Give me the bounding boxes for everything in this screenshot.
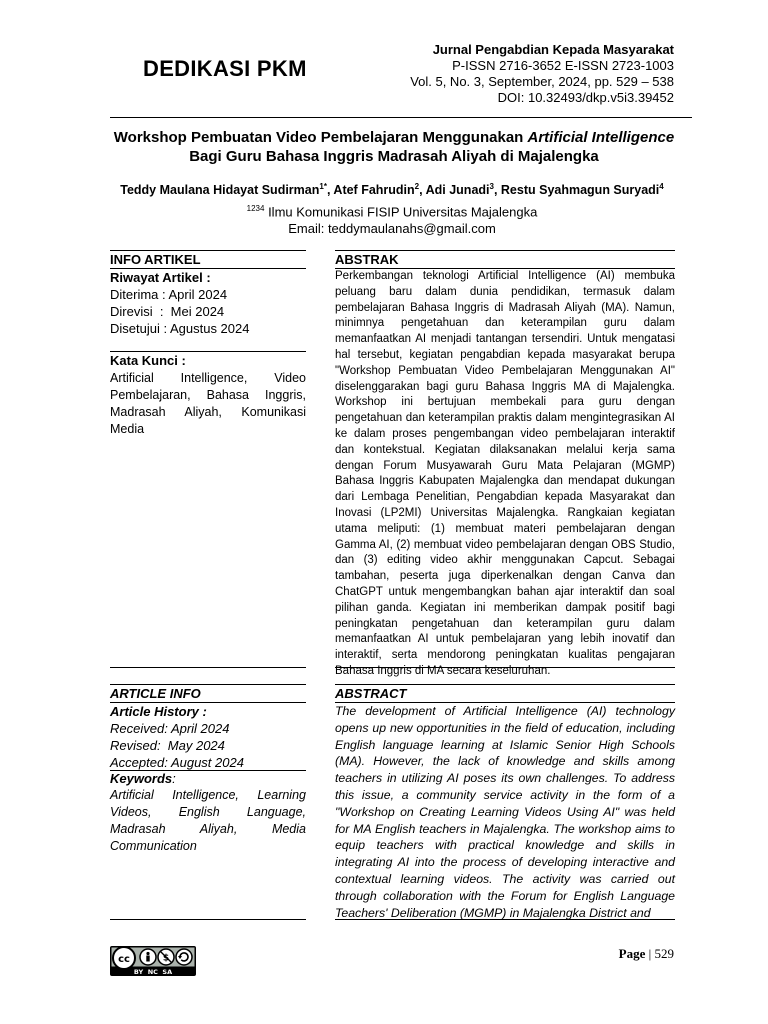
page-number-label [619,946,674,962]
accepted-date: Accepted: August 2024 [110,755,244,770]
affiliation-sup: 1234 [246,204,265,213]
kata-kunci-text: Artificial Intelligence, Video Pembelajaran, Bahasa Inggris, Madrasah Aliyah, Komunikasi Media [110,371,306,436]
cc-text: cc [118,954,130,965]
author-2-sup: 2 [414,182,420,191]
svg-text:$: $ [162,953,170,964]
info-artikel-heading: INFO ARTIKEL [110,252,306,269]
abstrak-heading: ABSTRAK [335,252,675,269]
abstract-bottom-rule [335,919,675,920]
keywords-label-line [110,771,306,787]
received-date: Received: April 2024 [110,721,230,736]
abstract-heading: ABSTRACT [335,686,675,703]
page-word: Page [618,946,646,961]
cc-terms: BY NC SA [133,968,173,976]
keywords-label: Keywords [110,771,173,786]
journal-name: Jurnal Pengabdian Kepada Masyarakat [432,42,674,57]
info-artikel-section [110,252,306,337]
info-artikel-bottom-rule [110,667,306,668]
journal-info [410,42,674,106]
author-2: , Atef Fahrudin [326,183,415,198]
article-info-bottom-rule [110,919,306,920]
abstract-text: The development of Artificial Intelligence (AI) technology opens up new opportunities in the field of education, including English language learning at Islamic Senior High Schools (MA). However, the lack of knowledge and skills among teachers in utilizing AI poses its own challenges. To address this issue, a community service activity in the form of a "Workshop on Creating Learning Videos Using AI" was held for MA English teachers in Majalengka. The workshop aims to equip teachers with practical knowledge and skills in integrating AI into the process of developing interactive and contextual learning videos. The activity was carried out through collaboration with the Forum for English Language Teachers' Deliberation (MGMP) in Majalengka District and [335,704,675,920]
abstract-section [335,686,675,921]
author-list [50,182,734,197]
journal-logo: DEDIKASI PKM [143,56,307,81]
affiliation [50,200,734,237]
cc-by-nc-sa-icon [110,946,196,976]
author-3-sup: 3 [489,182,494,191]
kata-kunci-label: Kata Kunci : [110,353,186,368]
abstrak-section [335,252,675,680]
riwayat-artikel-label: Riwayat Artikel : [110,270,211,285]
info-artikel-mid-rule [110,351,306,352]
article-history-label: Article History : [110,704,207,719]
article-info-heading: ARTICLE INFO [110,686,306,703]
page-separator: | [645,946,655,961]
author-3: , Adi Junadi [419,183,490,198]
title-line1-text: Workshop Pembuatan Video Pembelajaran Menggunakan [113,129,528,146]
diterima-date: Diterima : April 2024 [110,287,228,302]
keywords-colon: : [172,771,176,786]
abstract-top-rule [335,684,675,685]
abstrak-top-rule [335,250,675,251]
cc-license-badge[interactable] [110,946,196,976]
keywords-section [110,771,306,855]
title-line1-italic: Artificial Intelligence [527,129,675,146]
author-4-sup: 4 [659,182,664,191]
abstrak-text: Perkembangan teknologi Artificial Intelligence (AI) membuka peluang baru dalam dunia pendidikan, termasuk dalam pembelajaran Bahasa Inggris di Madrasah Aliyah (MA). Namun, minimnya pengetahuan dan keterampilan guru dalam memanfaatkan AI menjadi tantangan tersendiri. Untuk mengatasi hal tersebut, kegiatan pengabdian kepada masyarakat berupa "Workshop Pembuatan Video Pembelajaran Menggunakan AI" diselenggarakan bagi guru Bahasa Inggris MA di Majalengka. Workshop ini bertujuan membekali para guru dengan pengetahuan dan keterampilan praktis dalam mengintegrasikan AI ke dalam proses pengembangan video pembelajaran interaktif dan kontekstual. Kegiatan dilaksanakan melalui kerja sama dengan Forum Musyawarah Guru Mata Pelajaran (MGMP) Bahasa Inggris Kabupaten Majalengka dan mendapat dukungan dari Lembaga Penelitian, Pengabdian kepada Masyarakat dan Inovasi (LP2MI) Universitas Majalengka. Rangkaian kegiatan utama meliputi: (1) membuat materi pembelajaran dengan Gamma AI, (2) membuat video pembelajaran dengan OBS Studio, dan (3) editing video akhir menggunakan Capcut. Sebagai tambahan, peserta juga diperkenalkan dengan Canva dan ChatGPT untuk mengembangkan bahan ajar interaktif dan soal pilihan ganda. Kegiatan ini memberikan dampak positif bagi peningkatan pengetahuan dan keterampilan guru dalam memanfaatkan AI untuk pembelajaran yang lebih inovatif dan interaktif, serta mendorong peningkatan kualitas pengajaran Bahasa Inggris di MA secara keseluruhan. [335,270,675,677]
author-email[interactable]: Email: teddymaulanahs@gmail.com [288,221,496,237]
paper-title [60,128,728,166]
info-artikel-top-rule [110,250,306,251]
revised-date: Revised: May 2024 [110,738,225,753]
journal-volume: Vol. 5, No. 3, September, 2024, pp. 529 – 538 [410,74,674,89]
disetujui-date: Disetujui : Agustus 2024 [110,321,250,336]
affiliation-text: Ilmu Komunikasi FISIP Universitas Majalengka [264,204,538,220]
direvisi-date: Direvisi : Mei 2024 [110,304,225,319]
abstrak-bottom-rule [335,667,675,668]
article-info-top-rule [110,684,306,685]
title-line2: Bagi Guru Bahasa Inggris Madrasah Aliyah di Majalengka [189,148,599,165]
kata-kunci-section [110,353,306,438]
article-info-section [110,686,306,771]
journal-issn: P-ISSN 2716-3652 E-ISSN 2723-1003 [452,58,674,73]
author-4: , Restu Syahmagun Suryadi [493,183,660,198]
journal-doi: DOI: 10.32493/dkp.v5i3.39452 [497,90,674,105]
author-1: Teddy Maulana Hidayat Sudirman [120,183,320,198]
page-number: 529 [654,946,674,961]
keywords-text: Artificial Intelligence, Learning Videos, English Language, Madrasah Aliyah, Media Communication [110,788,306,853]
author-1-sup: 1* [319,182,327,191]
header-divider [110,117,692,118]
